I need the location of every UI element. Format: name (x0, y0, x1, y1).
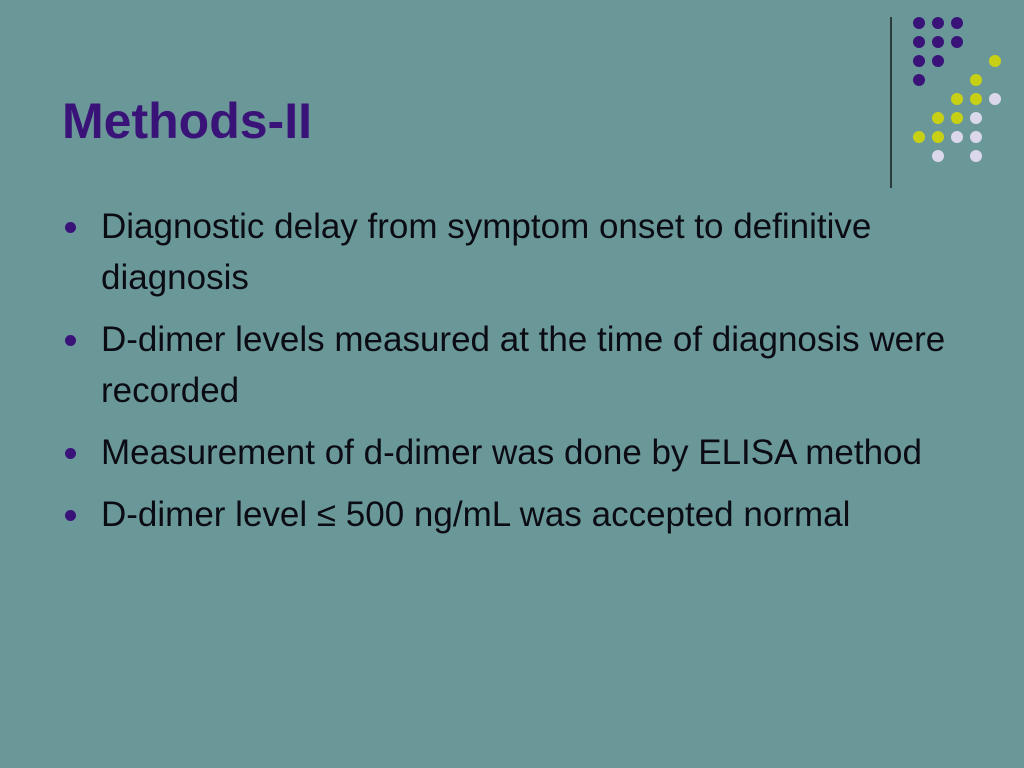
bullet-item (62, 314, 962, 416)
bullet-point-icon (65, 448, 76, 459)
decor-dot (913, 74, 925, 86)
bullet-point-icon (65, 335, 76, 346)
bullet-item (62, 201, 962, 303)
decor-dot (970, 150, 982, 162)
vertical-divider (890, 17, 892, 188)
bullet-point-icon (65, 510, 76, 521)
decor-dot (970, 112, 982, 124)
bullet-text: Measurement of d-dimer was done by ELISA method (101, 433, 922, 472)
bullet-list (62, 201, 962, 551)
decor-dot (951, 112, 963, 124)
decor-dot (951, 17, 963, 29)
lavender-dots (932, 93, 1001, 162)
decor-dot (970, 74, 982, 86)
bullet-text: D-dimer levels measured at the time of diagnosis were recorded (101, 320, 946, 410)
decor-dot (951, 36, 963, 48)
decor-dot (951, 131, 963, 143)
decor-dot (932, 17, 944, 29)
yellow-dots (913, 55, 1001, 143)
bullet-point-icon (65, 222, 76, 233)
bullet-item (62, 427, 962, 478)
bullet-text: Diagnostic delay from symptom onset to definitive diagnosis (101, 207, 872, 297)
slide-title: Methods-II (62, 93, 312, 149)
decor-dot (932, 131, 944, 143)
decor-dot (932, 112, 944, 124)
purple-dots (913, 17, 963, 86)
decor-dot (932, 55, 944, 67)
decor-dot (989, 93, 1001, 105)
bullet-text: D-dimer level ≤ 500 ng/mL was accepted normal (101, 495, 851, 534)
decor-dot (951, 93, 963, 105)
decor-dot (970, 131, 982, 143)
decor-dot (913, 55, 925, 67)
decor-dot (913, 36, 925, 48)
decor-dot (989, 55, 1001, 67)
bullet-item (62, 489, 962, 540)
decor-dot (970, 93, 982, 105)
decor-dot (932, 36, 944, 48)
decor-dot (932, 150, 944, 162)
decor-dot (913, 17, 925, 29)
decor-dot (913, 131, 925, 143)
